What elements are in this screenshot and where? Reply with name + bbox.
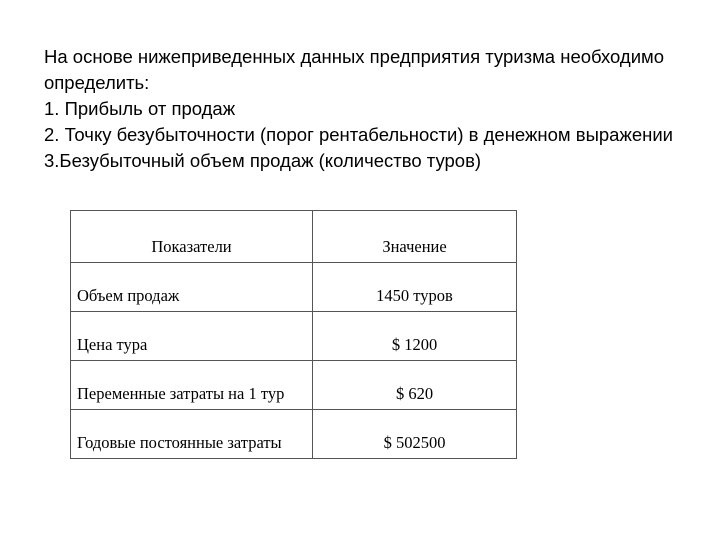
task-line: На основе нижеприведенных данных предприятия туризма необходимо — [44, 46, 665, 67]
header-indicators: Показатели — [71, 211, 313, 263]
row-value: $ 620 — [313, 361, 517, 410]
task-text — [44, 44, 704, 174]
row-label: Объем продаж — [71, 263, 313, 312]
task-line: 2. Точку безубыточности (порог рентабельности) в денежном выражении — [44, 124, 673, 145]
row-label: Цена тура — [71, 312, 313, 361]
header-value: Значение — [313, 211, 517, 263]
table-row — [71, 312, 517, 361]
table-row — [71, 263, 517, 312]
row-value: $ 502500 — [313, 410, 517, 459]
row-label: Переменные затраты на 1 тур — [71, 361, 313, 410]
row-value: $ 1200 — [313, 312, 517, 361]
table-header-row — [71, 211, 517, 263]
task-line: 3.Безубыточный объем продаж (количество туров) — [44, 150, 482, 171]
table-row — [71, 410, 517, 459]
task-line: 1. Прибыль от продаж — [44, 98, 236, 119]
row-value: 1450 туров — [313, 263, 517, 312]
row-label: Годовые постоянные затраты — [71, 410, 313, 459]
task-line: определить: — [44, 72, 150, 93]
indicators-table — [70, 210, 517, 459]
table-row — [71, 361, 517, 410]
